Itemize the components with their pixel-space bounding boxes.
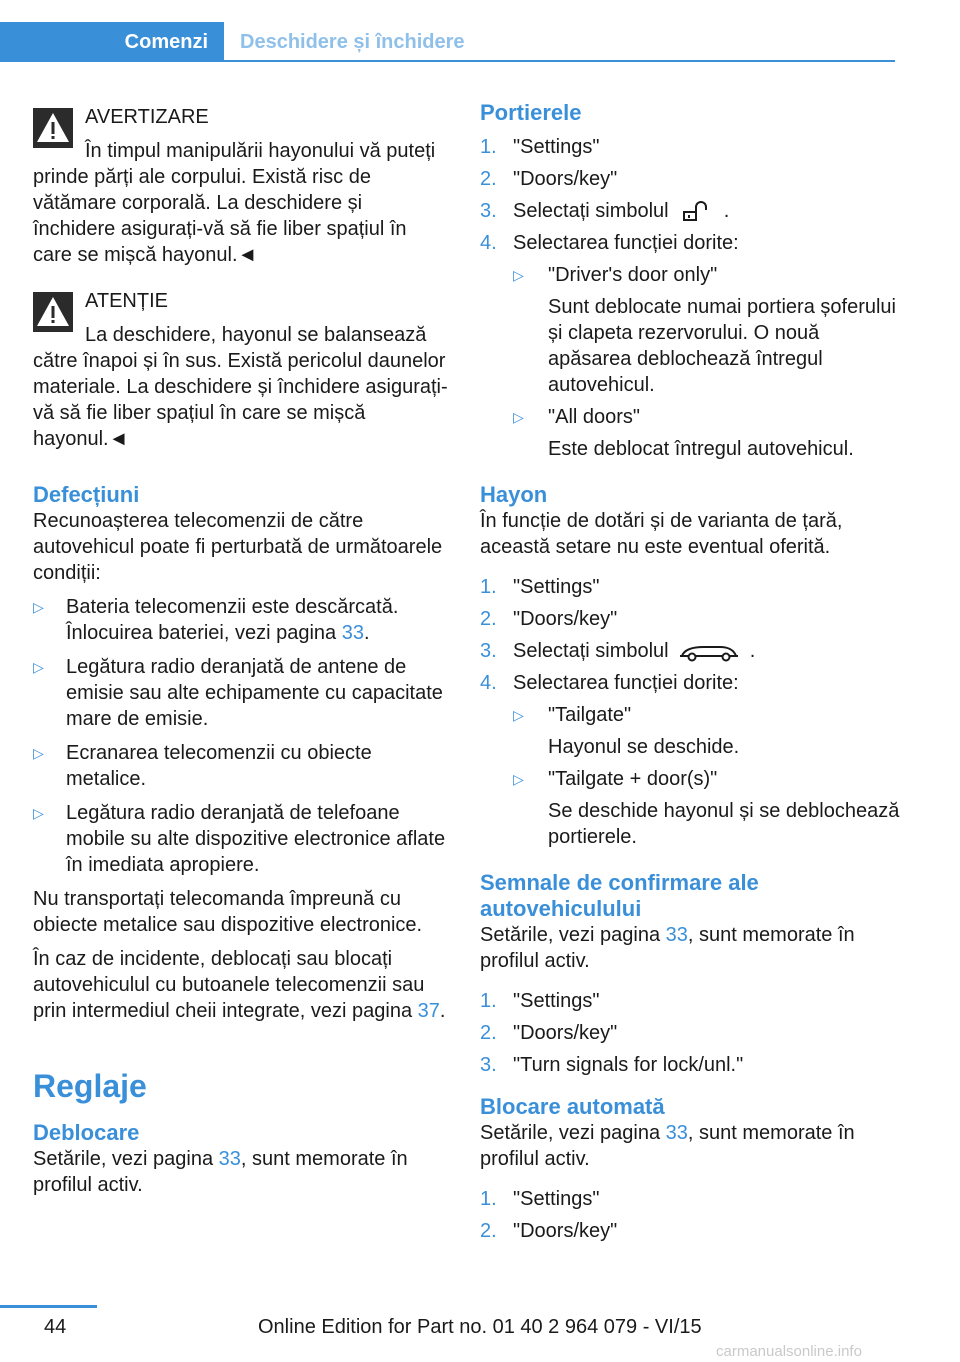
- bullet-icon: ▷: [513, 267, 524, 283]
- header-tab-label: Comenzi: [124, 30, 208, 53]
- section-heading: Defecțiuni: [33, 482, 140, 507]
- section-heading: Deblocare: [33, 1120, 140, 1145]
- section-heading: Hayon: [480, 482, 548, 507]
- step: 2. "Doors/key": [480, 608, 618, 630]
- paragraph: Setările, vezi pagina 33, sunt memorate în profilul activ.: [33, 1148, 408, 1196]
- defect-list: [33, 594, 448, 878]
- step: 4. Selectarea funcției dorite: ▷ "Tailgate" Hayonul se deschide. ▷ "Tailgate + door(s)" Se deschide hayonul și se deblochează portierele.: [480, 672, 900, 848]
- car-tailgate-icon: [674, 640, 744, 664]
- bullet-icon: ▷: [513, 771, 524, 787]
- bullet-icon: ▷: [33, 805, 44, 821]
- step: 1. "Settings": [480, 576, 600, 598]
- section-blocare: [480, 1094, 900, 1244]
- caution-text: La deschidere, hayonul se balansează către înapoi și în sus. Există pericolul daunelor materiale. La deschidere și închidere asigurați-vă să fie liber spațiul în care se mișcă hayonul.◄: [33, 324, 448, 450]
- paragraph: În funcție de dotări și de varianta de țară, această setare nu este eventual oferită.: [480, 510, 843, 558]
- chapter-heading: Reglaje: [33, 1068, 147, 1104]
- bullet-icon: ▷: [33, 599, 44, 615]
- page-number: 44: [44, 1316, 67, 1338]
- steps-list: [480, 988, 900, 1078]
- options-list: [513, 702, 900, 850]
- step: 3. "Turn signals for lock/unl.": [480, 1054, 744, 1076]
- list-item: ▷ Bateria telecomenzii este descărcată. Înlocuirea bateriei, vezi pagina 33.: [33, 596, 399, 644]
- section-semnale: [480, 870, 900, 1078]
- step: 1. "Settings": [480, 1188, 600, 1210]
- step: 1. "Settings": [480, 136, 600, 158]
- header-tab-label: Deschidere și închidere: [240, 30, 465, 53]
- section-heading: Portierele: [480, 100, 582, 125]
- step: 1. "Settings": [480, 990, 600, 1012]
- steps-list: [480, 574, 900, 850]
- header-divider: [0, 60, 895, 62]
- step: 2. "Doors/key": [480, 168, 618, 190]
- list-item: ▷ Legătura radio deranjată de telefoane mobile su alte dispozitive electronice aflate în imediata apropiere.: [33, 802, 446, 876]
- warning-icon: [33, 108, 73, 148]
- footer-divider: [0, 1305, 97, 1308]
- page-link[interactable]: 33: [665, 924, 688, 946]
- section-reglaje: [33, 1066, 448, 1198]
- paragraph: Nu transportați telecomanda împreună cu obiecte metalice sau dispozitive electronice.: [33, 888, 423, 936]
- page-link[interactable]: 33: [218, 1148, 241, 1170]
- steps-list: [480, 134, 900, 462]
- step: 3. Selectați simbolul .: [480, 200, 730, 222]
- step: 2. "Doors/key": [480, 1022, 618, 1044]
- caution-title: ATENȚIE: [85, 290, 168, 312]
- step: 2. "Doors/key": [480, 1220, 618, 1242]
- options-list: [513, 262, 900, 462]
- paragraph: Setările, vezi pagina 33, sunt memorate în profilul activ.: [480, 1122, 855, 1170]
- option-item: ▷ "Driver's door only" Sunt deblocate numai portiera șoferului și clapeta rezervorului. O nouă apăsarea deblochează întregul autovehicul.: [513, 264, 896, 396]
- page-link[interactable]: 37: [417, 1000, 440, 1022]
- warning-block: [33, 100, 448, 268]
- caution-block: [33, 284, 448, 452]
- steps-list: [480, 1186, 900, 1244]
- page-link[interactable]: 33: [665, 1122, 688, 1144]
- option-item: ▷ "Tailgate" Hayonul se deschide.: [513, 704, 740, 758]
- list-item: ▷ Legătura radio deranjată de antene de emisie sau alte echipamente cu capacitate mare de emisie.: [33, 656, 443, 730]
- bullet-icon: ▷: [33, 659, 44, 675]
- section-intro: Recunoașterea telecomenzii de către autovehicul poate fi perturbată de următoarele condiții:: [33, 510, 443, 584]
- left-column: [33, 100, 448, 1198]
- section-heading: Blocare automată: [480, 1094, 665, 1119]
- step: 4. Selectarea funcției dorite: ▷ "Driver's door only" Sunt deblocate numai portiera șoferului și clapeta rezervorului. O nouă apăsarea deblochează întregul autovehicul. ▷ "All doors" Este deblocat întregul autovehicul.: [480, 230, 900, 462]
- option-item: ▷ "Tailgate + door(s)" Se deschide hayonul și se deblochează portierele.: [513, 768, 900, 848]
- paragraph: În caz de incidente, deblocați sau blocați autovehiculul cu butoanele telecomenzii sau prin intermediul cheii integrate, vezi pagina 37.: [33, 948, 446, 1022]
- warning-icon: [33, 292, 73, 332]
- option-item: ▷ "All doors" Este deblocat întregul autovehicul.: [513, 406, 854, 460]
- section-portierele: [480, 100, 900, 462]
- section-heading: Semnale de confirmare ale autovehiculului: [480, 870, 759, 921]
- right-column: [480, 100, 900, 1250]
- section-defectiuni: [33, 482, 448, 1024]
- bullet-icon: ▷: [513, 707, 524, 723]
- paragraph: Setările, vezi pagina 33, sunt memorate în profilul activ.: [480, 924, 855, 972]
- section-hayon: [480, 482, 900, 850]
- warning-text: În timpul manipulării hayonului vă puteți prinde părți ale corpului. Există risc de vătămare corporală. La deschidere și închidere asigurați-vă să fie liber spațiul în care se mișcă hayonul.◄: [33, 140, 436, 266]
- step: 3. Selectați simbolul .: [480, 640, 756, 662]
- unlock-door-icon: [674, 200, 718, 224]
- page-link[interactable]: 33: [341, 622, 364, 644]
- bullet-icon: ▷: [513, 409, 524, 425]
- watermark: carmanualsonline.info: [716, 1343, 862, 1360]
- list-item: ▷ Ecranarea telecomenzii cu obiecte metalice.: [33, 742, 372, 790]
- header-tab-deschidere[interactable]: [240, 22, 465, 62]
- header-tab-comenzi[interactable]: [0, 22, 224, 62]
- warning-title: AVERTIZARE: [85, 106, 209, 128]
- bullet-icon: ▷: [33, 745, 44, 761]
- edition-text: Online Edition for Part no. 01 40 2 964 079 - VI/15: [258, 1316, 702, 1338]
